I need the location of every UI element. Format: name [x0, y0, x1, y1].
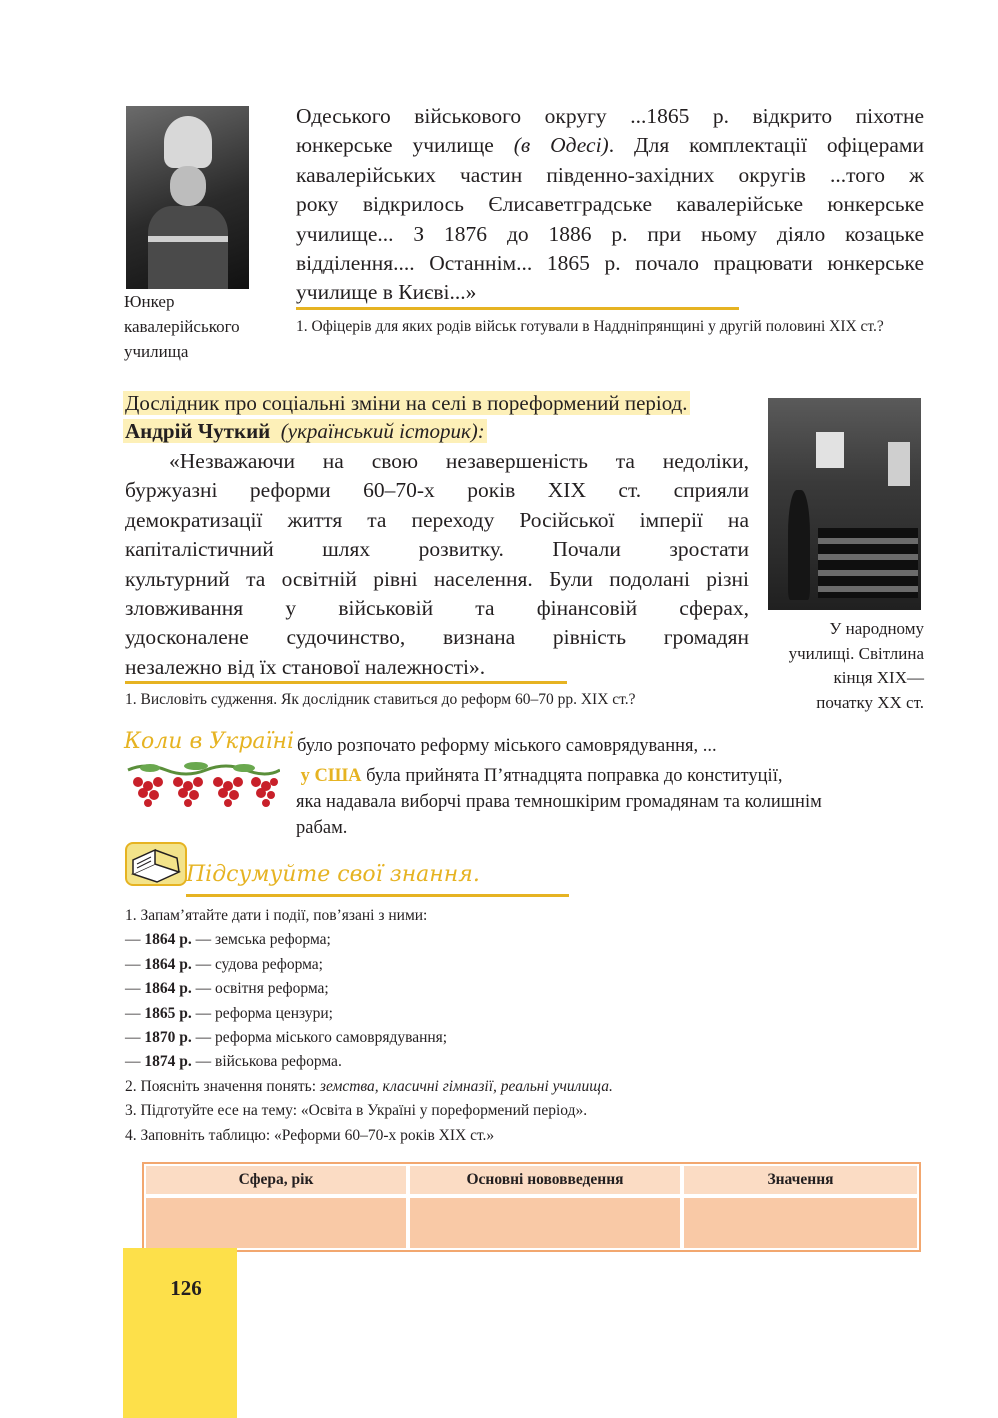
summary-tasks: 1. Запам’ятайте дати і події, пов’язані з ними: — 1864 р. — земська реформа; — 1864 р. — судова реформа; — 1864 р. — освітня реформа; — 1865 р. — реформа цензури; — 1870 р. — реформа міського самоврядування; — 1874 р. — військова реформа. 2. Поясніть значення понять: земства, класичні гімназії, реальні училища. 3. Підготуйте есе на тему: «Освіта в Україні у пореформений період». 4. Заповніть таблицю: «Реформи 60–70-х років XIX ст.»	[125, 904, 925, 1148]
date-item: — 1870 р. — реформа міського самоврядування;	[125, 1029, 448, 1047]
usa-label: у США	[300, 766, 362, 786]
table-cell[interactable]	[682, 1196, 919, 1250]
table-header-innovations: Основні нововведення	[408, 1164, 682, 1196]
reforms-table-frame	[142, 1162, 921, 1252]
divider-line	[296, 307, 739, 310]
date-item: — 1864 р. — судова реформа;	[125, 955, 323, 973]
researcher-heading: Дослідник про соціальні зміни на селі в пореформений період.	[125, 391, 688, 415]
cadet-caption: Юнкер кавалерійського училища	[124, 292, 240, 361]
reforms-table	[144, 1164, 919, 1250]
researcher-question: 1. Висловіть судження. Як дослідник ставиться до реформ 60–70 рр. XIX ст.?	[125, 691, 636, 708]
summary-heading: Підсумуйте свої знання.	[186, 862, 480, 887]
researcher-role: (український історик):	[280, 419, 485, 443]
date-item: — 1864 р. — земська реформа;	[125, 931, 331, 949]
divider-line	[125, 681, 567, 684]
table-cell[interactable]	[408, 1196, 682, 1250]
table-row	[144, 1196, 919, 1250]
page-tab	[123, 1248, 237, 1418]
researcher-name: Андрій Чуткий	[125, 419, 271, 443]
paragraph-line-2: юнкерське училище (в Одесі). Для комплектації офіцерами	[296, 133, 924, 158]
book-icon	[125, 842, 187, 886]
school-photo	[768, 398, 921, 610]
date-item: — 1864 р. — освітня реформа;	[125, 980, 329, 998]
meanwhile-line1: було розпочато реформу міського самоврядування, ...	[297, 736, 717, 756]
officers-question: 1. Офіцерів для яких родів військ готували в Наддніпрянщині у другій половині XIX ст.?	[296, 318, 884, 335]
meanwhile-heading: Коли в Україні	[124, 729, 295, 754]
table-header-significance: Значення	[682, 1164, 919, 1196]
school-photo-caption: У народному училищі. Світлина кінця XIX— початку XX ст.	[788, 619, 924, 712]
military-school-paragraph: Одеського військового округу ...1865 р. відкрито піхотне юнкерське училище (в Одесі). Для комплектації офіцерами кавалерійських частин південно-західних округів ...того ж року відкрилось Єлисаветградське кавалерійське юнкерське училище... З 1876 до 1886 р. при ньому діяло козацьке відділення.... Останнім... 1865 р. почало працювати юнкерське училище в Києві...»	[296, 104, 924, 305]
viburnum-ornament	[126, 762, 280, 810]
researcher-quote: «Незважаючи на свою незавершеність та недоліки, буржуазні реформи 60–70-х років XIX ст. сприяли демократизації життя та переходу Російської імперії на капіталістичний шлях розвитку. Почали зростати культурний та освітній рівні населення. Були подолані різні зловживання у військовій та фінансовій сферах, удосконалене судочинство, визнана рівність громадян незалежно від їх станової належності».	[125, 449, 749, 679]
meanwhile-usa-block: у США була прийнята П’ятнадцята поправка до конституції, яка надавала виборчі права темношкірим громадянам та колишнім рабам.	[296, 766, 822, 838]
table-header-sphere: Сфера, рік	[144, 1164, 408, 1196]
cadet-photo	[126, 106, 249, 289]
page-number: 126	[170, 1276, 202, 1300]
date-item: — 1865 р. — реформа цензури;	[125, 1004, 333, 1022]
table-cell[interactable]	[144, 1196, 408, 1250]
divider-line	[186, 894, 569, 897]
date-item: — 1874 р. — військова реформа.	[125, 1053, 342, 1071]
researcher-heading-block	[123, 389, 763, 445]
